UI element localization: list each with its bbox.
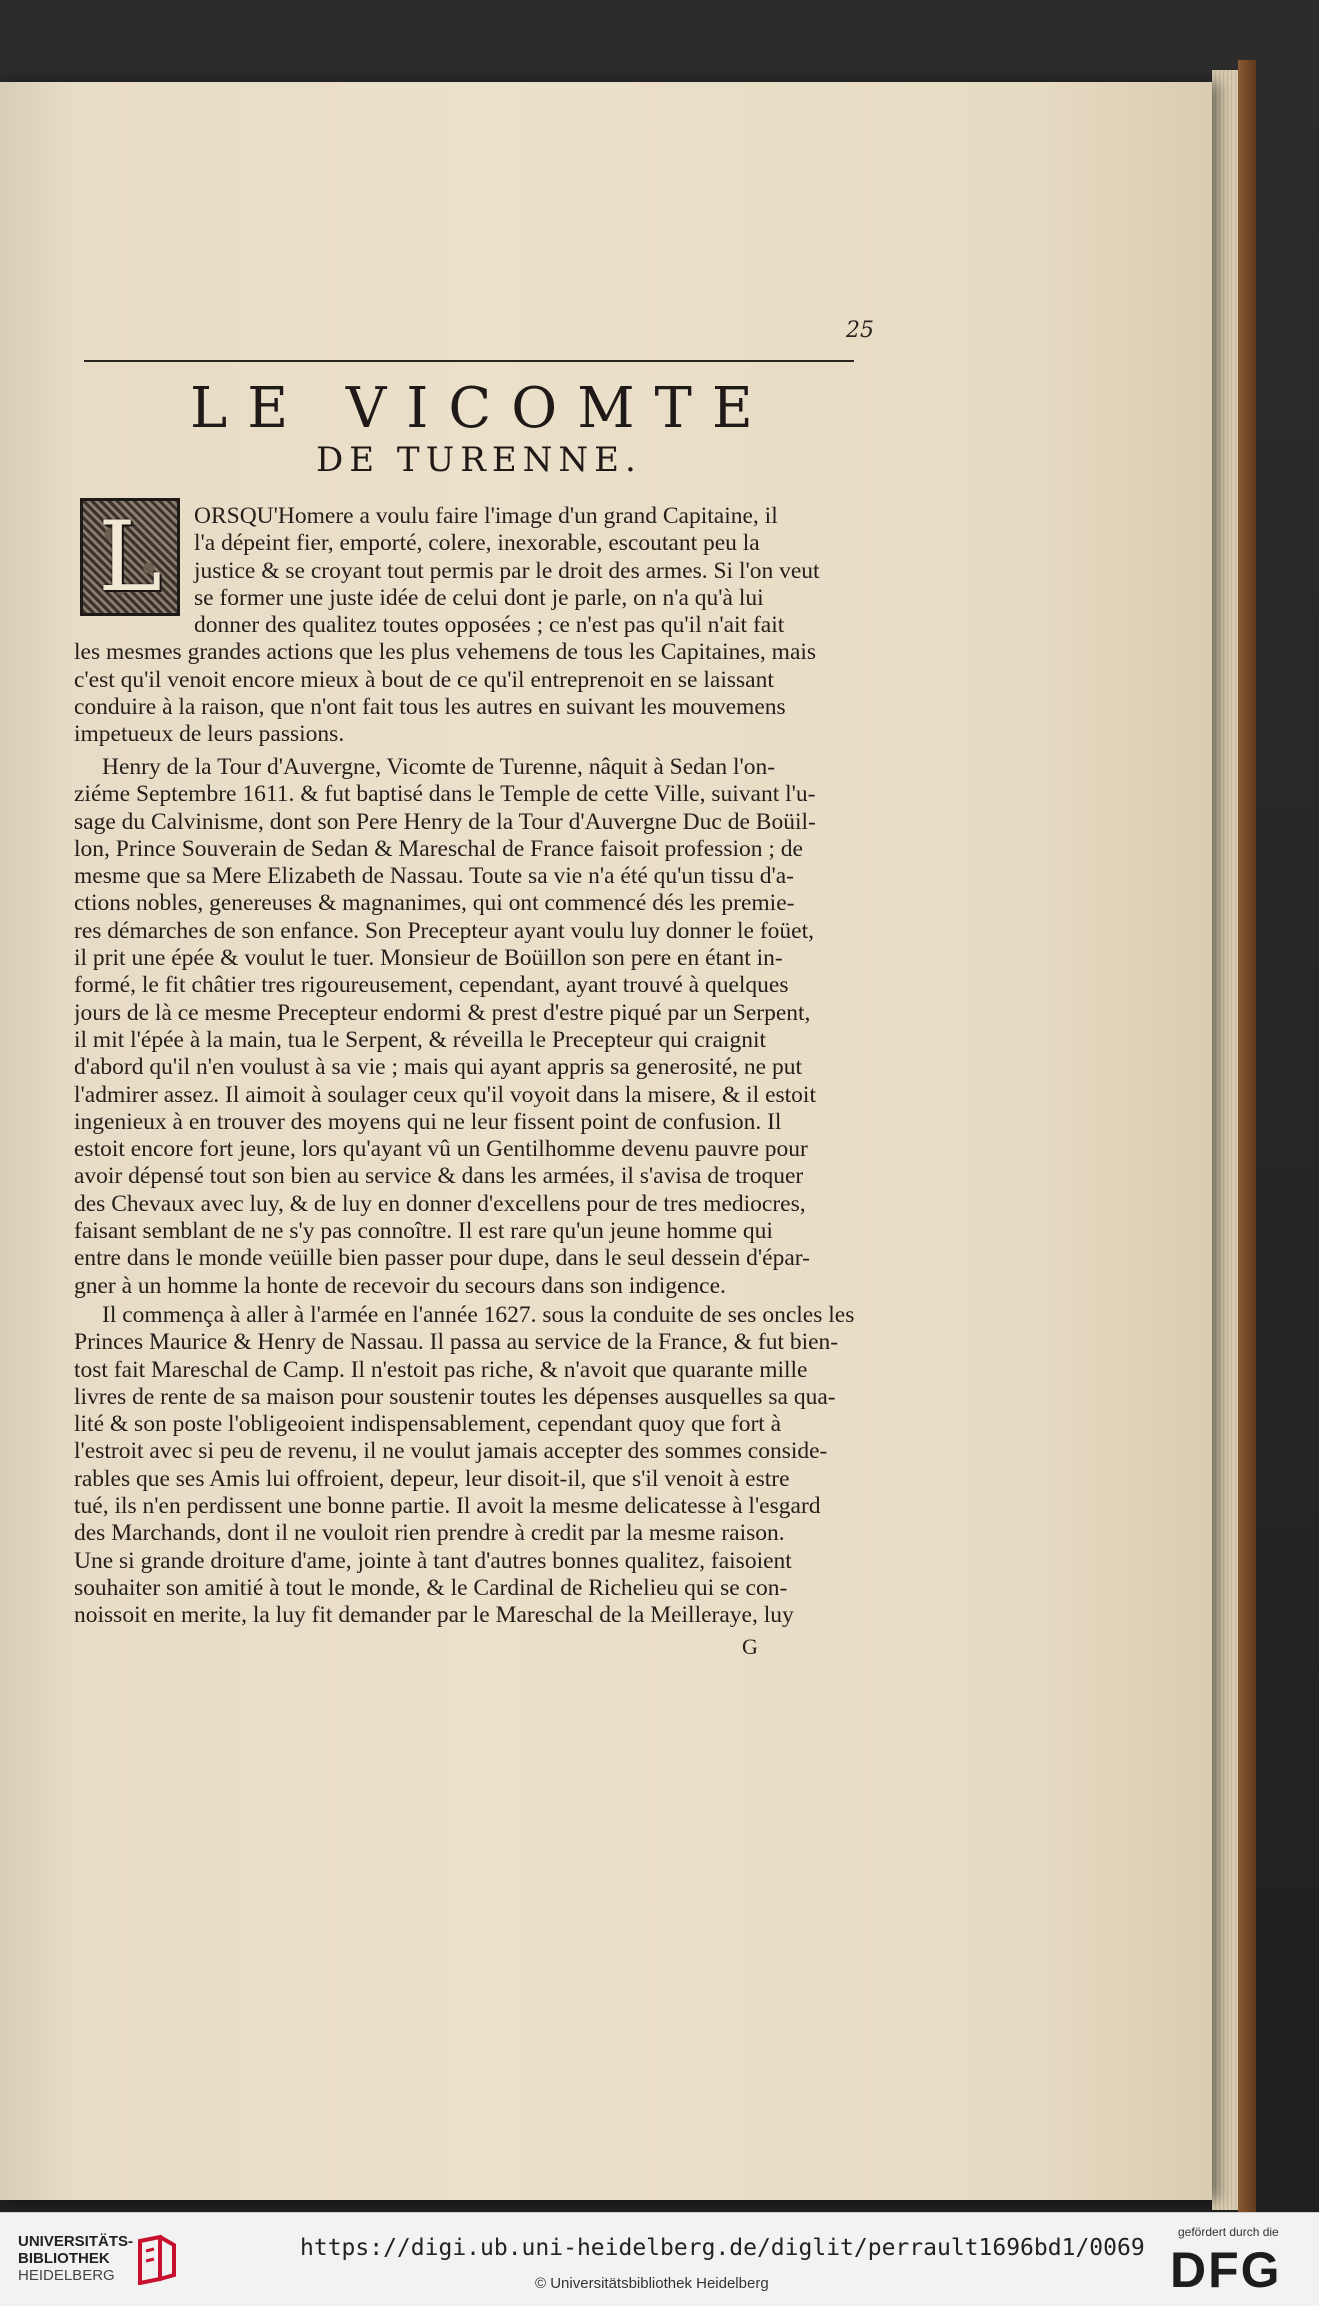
text-line: ORSQU'Homere a voulu faire l'image d'un grand Capitaine, il: [194, 503, 778, 529]
text-line: avoir dépensé tout son bien au service & dans les armées, il s'avisa de troquer: [74, 1163, 804, 1190]
text-line: gner à un homme la honte de recevoir du secours dans son indigence.: [74, 1272, 726, 1299]
text-line: l'estroit avec si peu de revenu, il ne voulut jamais accepter des sommes conside-: [74, 1438, 828, 1465]
text-line: impetueux de leurs passions.: [74, 721, 345, 748]
library-name-line: HEIDELBERG: [18, 2267, 115, 2284]
text-line: lon, Prince Souverain de Sedan & Mareschal de France faisoit profession ; de: [74, 835, 803, 862]
library-name-line: BIBLIOTHEK: [18, 2250, 110, 2267]
funding-caption: gefördert durch die: [1178, 2225, 1279, 2239]
book-cover-edge: [1238, 60, 1256, 2220]
text-line: il prit une épée & voulut le tuer. Monsieur de Boüillon son pere en étant in-: [74, 945, 783, 972]
text-line: rables que ses Amis lui offroient, depeur, leur disoit-il, que s'il venoit à estre: [74, 1465, 790, 1492]
paragraph-2: [74, 754, 864, 1300]
text-line: donner des qualitez toutes opposées ; ce n'est pas qu'il n'ait fait: [194, 612, 785, 639]
text-line: tué, ils n'en perdissent une bonne partie. Il avoit la mesme delicatesse à l'esgard: [74, 1493, 821, 1520]
permalink-url[interactable]: https://digi.ub.uni-heidelberg.de/diglit/perrault1696bd1/0069: [300, 2235, 1145, 2261]
drop-cap-letter: L: [98, 501, 162, 613]
copyright-notice: © Universitätsbibliothek Heidelberg: [535, 2275, 769, 2292]
text-line: c'est qu'il venoit encore mieux à bout de ce qu'il entreprenoit en se laissant: [74, 666, 774, 693]
library-logo-text[interactable]: [18, 2233, 133, 2284]
text-line: sage du Calvinisme, dont son Pere Henry de la Tour d'Auvergne Duc de Boüil-: [74, 808, 816, 835]
text-line: Princes Maurice & Henry de Nassau. Il passa au service de la France, & fut bien-: [74, 1329, 839, 1356]
text-line: des Chevaux avec luy, & de luy en donner d'excellens pour de tres mediocres,: [74, 1190, 806, 1217]
signature-mark: G: [742, 1634, 758, 1659]
text-line: faisant semblant de ne s'y pas connoître. Il est rare qu'un jeune homme qui: [74, 1218, 773, 1245]
chapter-title: LE VICOMTE: [190, 376, 773, 441]
text-line: res démarches de son enfance. Son Precepteur ayant voulu luy donner le foüet,: [74, 917, 814, 944]
text-line: l'a dépeint fier, emporté, colere, inexorable, escoutant peu la: [194, 530, 760, 557]
header-rule: [84, 360, 854, 362]
page-number: 25: [846, 318, 874, 343]
paragraph-1: [74, 503, 864, 749]
text-line: des Marchands, dont il ne vouloit rien prendre à credit par la mesme raison.: [74, 1520, 785, 1547]
dfg-logo[interactable]: DFG: [1170, 2242, 1282, 2298]
text-line: lité & son poste l'obligeoient indispensablement, cependant quoy que fort à: [74, 1411, 782, 1438]
viewer-footer: [0, 2212, 1319, 2306]
text-line: ctions nobles, genereuses & magnanimes, qui ont commencé dés les premie-: [74, 890, 795, 917]
text-line: l'admirer assez. Il aimoit à soulager ceux qu'il voyoit dans la misere, & il estoit: [74, 1081, 816, 1108]
text-line: formé, le fit châtier tres rigoureusement, cependant, ayant trouvé à quelques: [74, 972, 789, 999]
text-line: Henry de la Tour d'Auvergne, Vicomte de Turenne, nâquit à Sedan l'on-: [102, 754, 776, 780]
library-emblem-icon: [134, 2235, 180, 2285]
text-line: noissoit en merite, la luy fit demander par le Mareschal de la Meilleraye, luy: [74, 1602, 794, 1629]
text-line: jours de là ce mesme Precepteur endormi & prest d'estre piqué par un Serpent,: [74, 999, 811, 1026]
text-line: les mesmes grandes actions que les plus vehemens de tous les Capitaines, mais: [74, 639, 817, 666]
text-line: il mit l'épée à la main, tua le Serpent, & réveilla le Precepteur qui craignit: [74, 1026, 766, 1053]
text-line: justice & se croyant tout permis par le droit des armes. Si l'on veut: [194, 557, 820, 584]
text-line: Une si grande droiture d'ame, jointe à tant d'autres bonnes qualitez, faisoient: [74, 1547, 792, 1574]
text-line: d'abord qu'il n'en voulust à sa vie ; mais qui ayant appris sa generosité, ne put: [74, 1054, 802, 1081]
text-line: estoit encore fort jeune, lors qu'ayant vû un Gentilhomme devenu pauvre pour: [74, 1136, 808, 1163]
text-line: ziéme Septembre 1611. & fut baptisé dans le Temple de cette Ville, suivant l'u-: [74, 781, 816, 808]
chapter-subtitle: DE TURENNE.: [316, 440, 642, 480]
text-line: entre dans le monde veüille bien passer pour dupe, dans le seul dessein d'épar-: [74, 1245, 810, 1272]
text-line: souhaiter son amitié à tout le monde, & le Cardinal de Richelieu qui se con-: [74, 1574, 788, 1601]
book-page: [0, 82, 1212, 2200]
text-line: se former une juste idée de celui dont je parle, on n'a qu'à lui: [194, 584, 764, 611]
text-line: mesme que sa Mere Elizabeth de Nassau. Toute sa vie n'a été qu'un tissu d'a-: [74, 863, 794, 890]
text-line: ingenieux à en trouver des moyens qui ne leur fissent point de confusion. Il: [74, 1108, 782, 1135]
text-line: Il commença à aller à l'armée en l'année 1627. sous la conduite de ses oncles les: [102, 1302, 855, 1328]
text-line: tost fait Mareschal de Camp. Il n'estoit pas riche, & n'avoit que quarante mille: [74, 1356, 808, 1383]
text-line: livres de rente de sa maison pour soustenir toutes les dépenses ausquelles sa qua-: [74, 1383, 836, 1410]
library-name-line: UNIVERSITÄTS-: [18, 2233, 134, 2250]
paragraph-3: [74, 1302, 864, 1630]
text-line: conduire à la raison, que n'ont fait tous les autres en suivant les mouvemens: [74, 694, 786, 721]
